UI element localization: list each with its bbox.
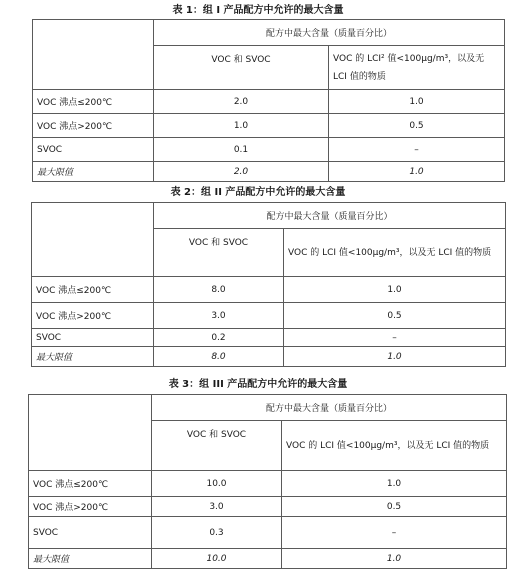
table-3-cell: 10.0 [152, 549, 282, 569]
table-2-cell: 8.0 [154, 277, 284, 303]
table-3-col2-header: VOC 的 LCI 值<100μg/m³，以及无 LCI 值的物质 [282, 421, 507, 471]
table-3-corner-cell [29, 421, 152, 471]
table-1-cell: 0.1 [154, 138, 329, 162]
table-2-cell: 8.0 [154, 347, 284, 367]
table-3-cell: 3.0 [152, 497, 282, 517]
table-2 [31, 202, 506, 367]
table-1-row-label: VOC 沸点≤200℃ [33, 90, 154, 114]
table-3-cell: 0.5 [282, 497, 507, 517]
table-2-row-label: VOC 沸点≤200℃ [32, 277, 154, 303]
table-2-cell: 1.0 [284, 277, 506, 303]
table-1-cell: 1.0 [154, 114, 329, 138]
table-2-cell: 1.0 [284, 347, 506, 367]
table-3 [28, 394, 507, 569]
table-3-caption: 表 3：组 III 产品配方中允许的最大含量 [168, 379, 348, 390]
table-1-cell: 2.0 [154, 162, 329, 182]
table-2-row-label: SVOC [32, 329, 154, 347]
table-3-header-top: 配方中最大含量（质量百分比） [152, 395, 507, 421]
table-3-col1-header: VOC 和 SVOC [152, 421, 282, 471]
table-3-row-label: VOC 沸点≤200℃ [29, 471, 152, 497]
table-1-caption: 表 1：组 I 产品配方中允许的最大含量 [172, 5, 344, 16]
table-3-row-label: 最大限值 [29, 549, 152, 569]
table-2-cell: 0.5 [284, 303, 506, 329]
table-2-cell: – [284, 329, 506, 347]
table-3-corner-cell [29, 395, 152, 421]
table-3-cell: 1.0 [282, 549, 507, 569]
table-1-row-label: VOC 沸点>200℃ [33, 114, 154, 138]
table-3-cell: 0.3 [152, 517, 282, 549]
table-2-cell: 3.0 [154, 303, 284, 329]
table-3-row-label: VOC 沸点>200℃ [29, 497, 152, 517]
table-1-header-top: 配方中最大含量（质量百分比） [154, 20, 505, 46]
table-1-cell: 1.0 [329, 90, 505, 114]
table-1-cell: 2.0 [154, 90, 329, 114]
table-3-cell: – [282, 517, 507, 549]
table-1-corner-cell [33, 20, 154, 46]
table-2-corner-cell [32, 203, 154, 229]
table-2-cell: 0.2 [154, 329, 284, 347]
table-3-cell: 10.0 [152, 471, 282, 497]
table-1 [32, 19, 505, 182]
table-3-cell: 1.0 [282, 471, 507, 497]
table-2-caption: 表 2：组 II 产品配方中允许的最大含量 [170, 187, 346, 198]
table-2-corner-cell [32, 229, 154, 277]
table-2-header-top: 配方中最大含量（质量百分比） [154, 203, 506, 229]
table-1-cell: 0.5 [329, 114, 505, 138]
table-3-row-label: SVOC [29, 517, 152, 549]
table-2-row-label: VOC 沸点>200℃ [32, 303, 154, 329]
table-1-row-label: 最大限值 [33, 162, 154, 182]
table-1-cell: – [329, 138, 505, 162]
table-1-col1-header: VOC 和 SVOC [154, 46, 329, 90]
table-1-cell: 1.0 [329, 162, 505, 182]
table-1-row-label: SVOC [33, 138, 154, 162]
table-1-corner-cell [33, 46, 154, 90]
table-2-row-label: 最大限值 [32, 347, 154, 367]
table-2-col2-header: VOC 的 LCI 值<100μg/m³，以及无 LCI 值的物质 [284, 229, 506, 277]
table-2-col1-header: VOC 和 SVOC [154, 229, 284, 277]
table-1-col2-header: VOC 的 LCI² 值<100μg/m³，以及无 LCI 值的物质 [329, 46, 505, 90]
